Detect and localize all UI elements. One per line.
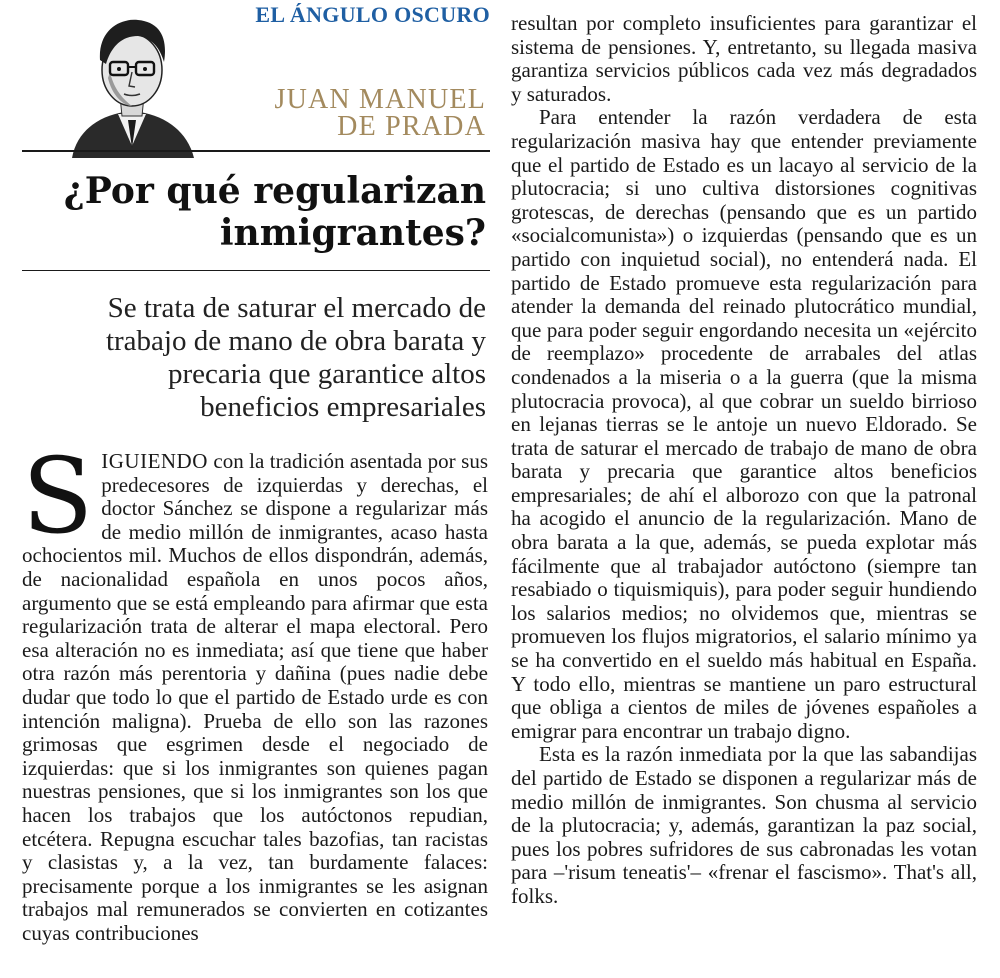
- header-divider: [22, 150, 490, 152]
- drop-cap: S: [22, 435, 94, 557]
- section-label: EL ÁNGULO OSCURO: [255, 2, 490, 27]
- paragraph-1-continuation: resultan por completo insuficientes para garantizar el sistema de pensiones. Y, entretanto, su llegada masiva garantiza servicios públicos cada vez más degradados y saturados.: [511, 11, 977, 106]
- author-byline: [274, 86, 486, 140]
- article-body-paragraph-1: [22, 435, 488, 945]
- right-column: [511, 12, 977, 909]
- article-subtitle: Se trata de saturar el mercado de trabajo de mano de obra barata y precaria que garantice altos beneficios empresariales: [105, 292, 486, 423]
- author-portrait-illustration: [62, 8, 202, 158]
- article-body-paragraph-3: Esta es la razón inmediata por la que las sabandijas del partido de Estado se disponen a regularizar más de medio millón de inmigrantes. Son chusma al servicio de la plutocracia; y, además, garantizan la paz social, pues los pobres sufridores de sus cabronadas les votan para –'risum teneatis'– «frenar el fascismo». That's all, folks.: [511, 742, 977, 908]
- first-word: IGUIENDO: [101, 449, 208, 473]
- article-headline: ¿Por qué regularizan inmigrantes?: [63, 170, 486, 254]
- author-name-line2: DE PRADA: [337, 111, 486, 142]
- headline-divider: [22, 270, 490, 271]
- article-body-paragraph-2: Para entender la razón verdadera de esta regularización masiva hay que entender previamente que el partido de Estado es un lacayo al servicio de la plutocracia; si uno cultiva distorsiones cognitivas grotescas, de derechas (pensando que es un partido «socialcomunista») o izquierdas (pensando que es un partido con inquietud social), no entenderá nada. El partido de Estado promueve esta regularización para atender la demanda del reinado plutocrático mundial, que para poder seguir engordando necesita un «ejército de reemplazo» procedente de arrabales del atlas condenados a la miseria o a la guerra (que la misma plutocracia provoca), al que cobrar un sueldo birrioso en lejanas tierras se le antoje un nuevo Eldorado. Se trata de saturar el mercado de trabajo de mano de obra barata y precaria que garantice altos beneficios empresariales; de ahí el alborozo con que la patronal ha acogido el anuncio de la regularización. Mano de obra barata a la que, además, se pueda explotar más fácilmente que al trabajador autóctono (siempre tan resabiado o tiquismiquis), para poder seguir hundiendo los salarios medios; no olvidemos que, mientras se promueven los flujos migratorios, el salario mínimo ya se ha convertido en el sueldo más habitual en España. Y todo ello, mientras se mantiene un paro estructural que obliga a cientos de miles de jóvenes españoles a emigrar para encontrar un trabajo digno.: [511, 105, 977, 743]
- author-name-line1: JUAN MANUEL: [274, 84, 486, 115]
- paragraph-1-text: con la tradición asentada por sus predecesores de izquierdas y derechas, el doctor Sánchez se dispone a regularizar más de medio millón de inmigrantes, acaso hasta ochocientos mil. Muchos de ellos dispondrán, además, de nacionalidad española en unos pocos años, argumento que se está empleando para afirmar que esta regularización trata de alterar el mapa electoral. Pero esa alteración no es inmediata; así que tiene que haber otra razón más perentoria y dañina (pues nadie debe dudar que todo lo que el partido de Estado urde es con intención maligna). Prueba de ello son las razones grimosas que esgrimen desde el negociado de izquierdas: que si los inmigrantes son quienes pagan nuestras pensiones, que si los inmigrantes son los que hacen los trabajos que los autóctonos repudian, etcétera. Repugna escuchar tales bazofias, tan racistas y clasistas y, a la vez, tan burdamente falaces: precisamente porque a los inmigrantes se les asignan trabajos mal remunerados se convierten en cotizantes cuyas contribuciones: [22, 449, 488, 945]
